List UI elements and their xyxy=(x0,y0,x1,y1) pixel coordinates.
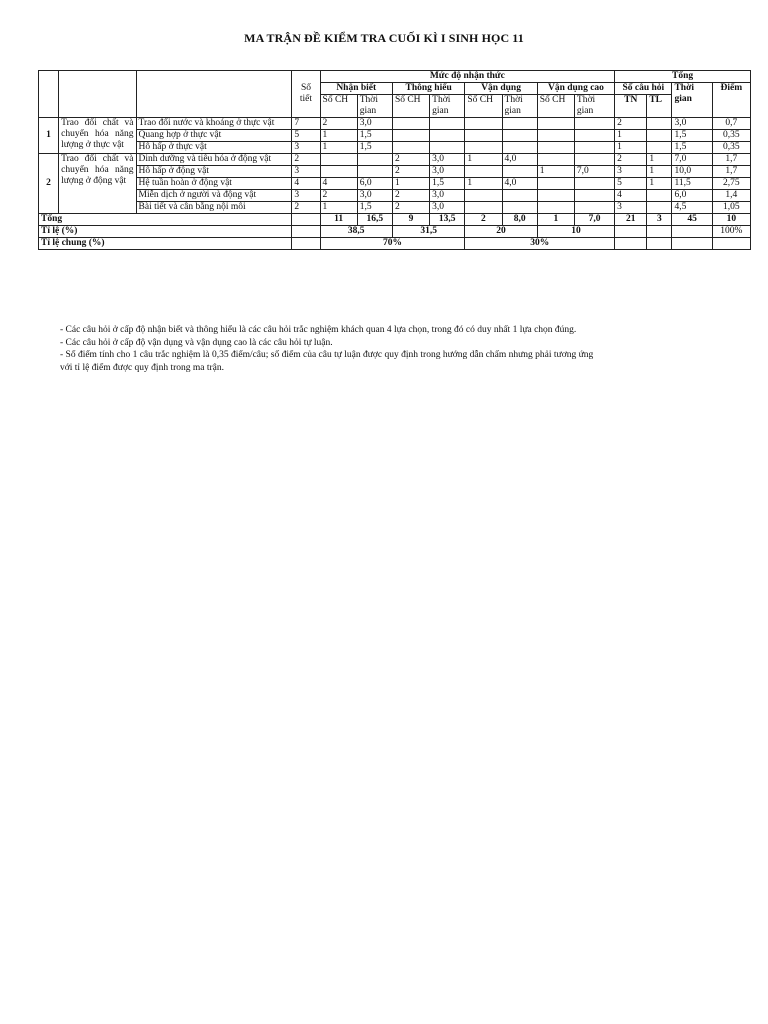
cell-value: 1 xyxy=(320,202,357,214)
ratio-cell: 38,5 xyxy=(320,226,392,238)
cell-value: 2 xyxy=(392,202,429,214)
cell-value: 1,5 xyxy=(430,178,465,190)
cell-value: 2 xyxy=(320,190,357,202)
header-diem: Điểm xyxy=(712,83,750,118)
table-row xyxy=(39,202,751,214)
cell-value: 2 xyxy=(615,154,647,166)
ratio-blank xyxy=(672,226,712,238)
header-level-van-dung-cao: Vận dụng cao xyxy=(537,83,614,95)
header-tong: Tổng xyxy=(615,71,751,83)
cell-value: 7,0 xyxy=(672,154,712,166)
ratio-total: 100% xyxy=(712,226,750,238)
header-blank-topic xyxy=(136,71,292,118)
cell-value xyxy=(537,118,574,130)
total-cell: 9 xyxy=(392,214,429,226)
cell-value: 7 xyxy=(292,118,320,130)
notes-block xyxy=(60,324,700,374)
note-line: - Số điểm tính cho 1 câu trắc nghiệm là 0,35 điểm/câu; số điểm của câu tự luận được quy định trong hướng dẫn chấm nhưng phải tương ứng xyxy=(60,350,594,360)
cell-value: 1 xyxy=(465,178,502,190)
cell-value xyxy=(537,154,574,166)
topic-name: Hệ tuần hoàn ở động vật xyxy=(136,178,292,190)
cell-value: 2,75 xyxy=(712,178,750,190)
header-blank-chapter xyxy=(59,71,136,118)
cell-value: 2 xyxy=(615,118,647,130)
table-row xyxy=(39,166,751,178)
topic-name: Bài tiết và cân bằng nội môi xyxy=(136,202,292,214)
header-so-ch: Số CH xyxy=(392,95,429,118)
table-row xyxy=(39,178,751,190)
cell-value xyxy=(465,130,502,142)
cell-value xyxy=(574,130,614,142)
exam-matrix-table xyxy=(38,70,751,250)
cell-value: 2 xyxy=(320,118,357,130)
cell-value xyxy=(647,142,672,154)
cell-value: 1 xyxy=(647,166,672,178)
cell-value xyxy=(392,142,429,154)
total-row xyxy=(39,214,751,226)
header-blank-stt xyxy=(39,71,59,118)
cell-value xyxy=(574,118,614,130)
total-cell: 45 xyxy=(672,214,712,226)
cell-value: 0,7 xyxy=(712,118,750,130)
page-title: MA TRẬN ĐỀ KIỂM TRA CUỐI KÌ I SINH HỌC 11 xyxy=(244,31,524,45)
overall-cell: 30% xyxy=(465,238,615,250)
chapter-number: 1 xyxy=(39,118,59,154)
cell-value: 10,0 xyxy=(672,166,712,178)
cell-value xyxy=(537,178,574,190)
total-cell: 1 xyxy=(537,214,574,226)
cell-value xyxy=(465,166,502,178)
header-tl: TL xyxy=(647,95,672,118)
overall-blank xyxy=(712,238,750,250)
header-tn: TN xyxy=(615,95,647,118)
header-level-nhan-biet: Nhận biết xyxy=(320,83,392,95)
cell-value: 4,0 xyxy=(502,154,537,166)
header-thoi-gian: Thời gian xyxy=(430,95,465,118)
cell-value: 4 xyxy=(292,178,320,190)
cell-value xyxy=(537,190,574,202)
cell-value: 3 xyxy=(292,190,320,202)
overall-cell: 70% xyxy=(320,238,465,250)
cell-value: 1 xyxy=(615,130,647,142)
cell-value: 2 xyxy=(392,154,429,166)
cell-value: 3,0 xyxy=(357,190,392,202)
cell-value: 6,0 xyxy=(357,178,392,190)
cell-value: 1,7 xyxy=(712,166,750,178)
header-level-thong-hieu: Thông hiểu xyxy=(392,83,464,95)
cell-value: 1 xyxy=(465,154,502,166)
cell-value: 3 xyxy=(615,202,647,214)
cell-value: 6,0 xyxy=(672,190,712,202)
cell-value: 3 xyxy=(615,166,647,178)
topic-name: Hô hấp ở thực vật xyxy=(136,142,292,154)
cell-value xyxy=(537,202,574,214)
overall-label: Tỉ lệ chung (%) xyxy=(39,238,292,250)
cell-value: 1 xyxy=(647,178,672,190)
cell-value: 3,0 xyxy=(430,154,465,166)
ratio-blank xyxy=(292,226,320,238)
cell-value: 11,5 xyxy=(672,178,712,190)
cell-value: 1,5 xyxy=(357,130,392,142)
cell-value: 5 xyxy=(615,178,647,190)
cell-value xyxy=(357,166,392,178)
table-row xyxy=(39,154,751,166)
cell-value: 0,35 xyxy=(712,142,750,154)
cell-value xyxy=(647,130,672,142)
cell-value xyxy=(574,154,614,166)
cell-value: 1,4 xyxy=(712,190,750,202)
cell-value xyxy=(502,142,537,154)
cell-value: 2 xyxy=(392,190,429,202)
cell-value: 4,5 xyxy=(672,202,712,214)
cell-value: 3 xyxy=(292,166,320,178)
overall-blank xyxy=(292,238,320,250)
cell-value xyxy=(430,118,465,130)
cell-value: 3,0 xyxy=(430,202,465,214)
header-so-ch: Số CH xyxy=(537,95,574,118)
table-row xyxy=(39,118,751,130)
header-level-van-dung: Vận dụng xyxy=(465,83,537,95)
topic-name: Miễn dịch ở người và động vật xyxy=(136,190,292,202)
cell-value: 4 xyxy=(615,190,647,202)
cell-value: 2 xyxy=(292,154,320,166)
topic-name: Quang hợp ở thực vật xyxy=(136,130,292,142)
cell-value xyxy=(574,178,614,190)
header-thoi-gian-total: Thời gian xyxy=(672,83,712,118)
cell-value: 1,7 xyxy=(712,154,750,166)
header-so-cau-hoi: Số câu hỏi xyxy=(615,83,672,95)
note-line: - Các câu hỏi ở cấp độ vận dụng và vận dụng cao là các câu hỏi tự luận. xyxy=(60,337,333,348)
header-so-ch: Số CH xyxy=(320,95,357,118)
ratio-label: Tỉ lệ (%) xyxy=(39,226,292,238)
cell-value xyxy=(502,166,537,178)
cell-value xyxy=(537,130,574,142)
overall-blank xyxy=(672,238,712,250)
cell-value: 1,5 xyxy=(357,142,392,154)
cell-value: 5 xyxy=(292,130,320,142)
cell-value: 1,5 xyxy=(672,130,712,142)
ratio-blank xyxy=(647,226,672,238)
chapter-name: Trao đổi chất và chuyển hóa năng lượng ở thực vật xyxy=(59,118,136,154)
cell-value: 4 xyxy=(320,178,357,190)
table-row xyxy=(39,190,751,202)
ratio-cell: 20 xyxy=(465,226,537,238)
header-row-1 xyxy=(39,71,751,83)
total-cell: 2 xyxy=(465,214,502,226)
cell-value: 1 xyxy=(647,154,672,166)
table-row xyxy=(39,142,751,154)
cell-value xyxy=(392,130,429,142)
cell-value xyxy=(537,142,574,154)
header-muc-do: Mức độ nhận thức xyxy=(320,71,615,83)
cell-value xyxy=(465,202,502,214)
cell-value: 1 xyxy=(537,166,574,178)
cell-value: 1 xyxy=(320,130,357,142)
cell-value: 1,5 xyxy=(357,202,392,214)
cell-value: 1 xyxy=(615,142,647,154)
cell-value xyxy=(320,154,357,166)
total-cell: 13,5 xyxy=(430,214,465,226)
cell-value xyxy=(647,118,672,130)
cell-value: 1,5 xyxy=(672,142,712,154)
cell-value xyxy=(320,166,357,178)
cell-value: 4,0 xyxy=(502,178,537,190)
overall-blank xyxy=(647,238,672,250)
ratio-cell: 31,5 xyxy=(392,226,464,238)
header-so-tiet: Số tiết xyxy=(292,71,320,118)
topic-name: Dinh dưỡng và tiêu hóa ở động vật xyxy=(136,154,292,166)
chapter-number: 2 xyxy=(39,154,59,214)
cell-value: 1 xyxy=(320,142,357,154)
total-cell: 16,5 xyxy=(357,214,392,226)
ratio-cell: 10 xyxy=(537,226,614,238)
cell-value: 3,0 xyxy=(672,118,712,130)
header-thoi-gian: Thời gian xyxy=(502,95,537,118)
total-cell: 10 xyxy=(712,214,750,226)
ratio-row xyxy=(39,226,751,238)
note-line: với tỉ lệ điểm được quy định trong ma trận. xyxy=(60,362,225,373)
total-cell: 8,0 xyxy=(502,214,537,226)
cell-value: 2 xyxy=(292,202,320,214)
cell-value xyxy=(465,142,502,154)
cell-value xyxy=(502,130,537,142)
cell-value xyxy=(574,190,614,202)
cell-value: 7,0 xyxy=(574,166,614,178)
header-thoi-gian: Thời gian xyxy=(357,95,392,118)
total-cell: 11 xyxy=(320,214,357,226)
cell-value xyxy=(357,154,392,166)
overall-blank xyxy=(615,238,647,250)
cell-value xyxy=(465,118,502,130)
total-label: Tổng xyxy=(39,214,292,226)
total-cell: 3 xyxy=(647,214,672,226)
topic-name: Hô hấp ở động vật xyxy=(136,166,292,178)
cell-value xyxy=(647,190,672,202)
cell-value: 3 xyxy=(292,142,320,154)
cell-value xyxy=(502,202,537,214)
cell-value xyxy=(647,202,672,214)
cell-value: 3,0 xyxy=(357,118,392,130)
cell-value: 0,35 xyxy=(712,130,750,142)
cell-value xyxy=(574,202,614,214)
ratio-blank xyxy=(615,226,647,238)
cell-value xyxy=(465,190,502,202)
table-row xyxy=(39,130,751,142)
cell-value: 1,05 xyxy=(712,202,750,214)
cell-value xyxy=(430,130,465,142)
cell-value xyxy=(502,190,537,202)
cell-value xyxy=(502,118,537,130)
header-thoi-gian: Thời gian xyxy=(574,95,614,118)
chapter-name: Trao đổi chất và chuyển hóa năng lượng ở động vật xyxy=(59,154,136,214)
cell-value xyxy=(430,142,465,154)
cell-value xyxy=(574,142,614,154)
overall-row xyxy=(39,238,751,250)
cell-value: 3,0 xyxy=(430,190,465,202)
cell-value xyxy=(392,118,429,130)
topic-name: Trao đổi nước và khoáng ở thực vật xyxy=(136,118,292,130)
note-line: - Các câu hỏi ở cấp độ nhận biết và thông hiểu là các câu hỏi trắc nghiệm khách quan 4 lựa chọn, trong đó có duy nhất 1 lựa chọn đúng. xyxy=(60,325,577,335)
cell-value: 1 xyxy=(392,178,429,190)
total-cell xyxy=(292,214,320,226)
total-cell: 21 xyxy=(615,214,647,226)
header-so-ch: Số CH xyxy=(465,95,502,118)
cell-value: 3,0 xyxy=(430,166,465,178)
total-cell: 7,0 xyxy=(574,214,614,226)
cell-value: 2 xyxy=(392,166,429,178)
